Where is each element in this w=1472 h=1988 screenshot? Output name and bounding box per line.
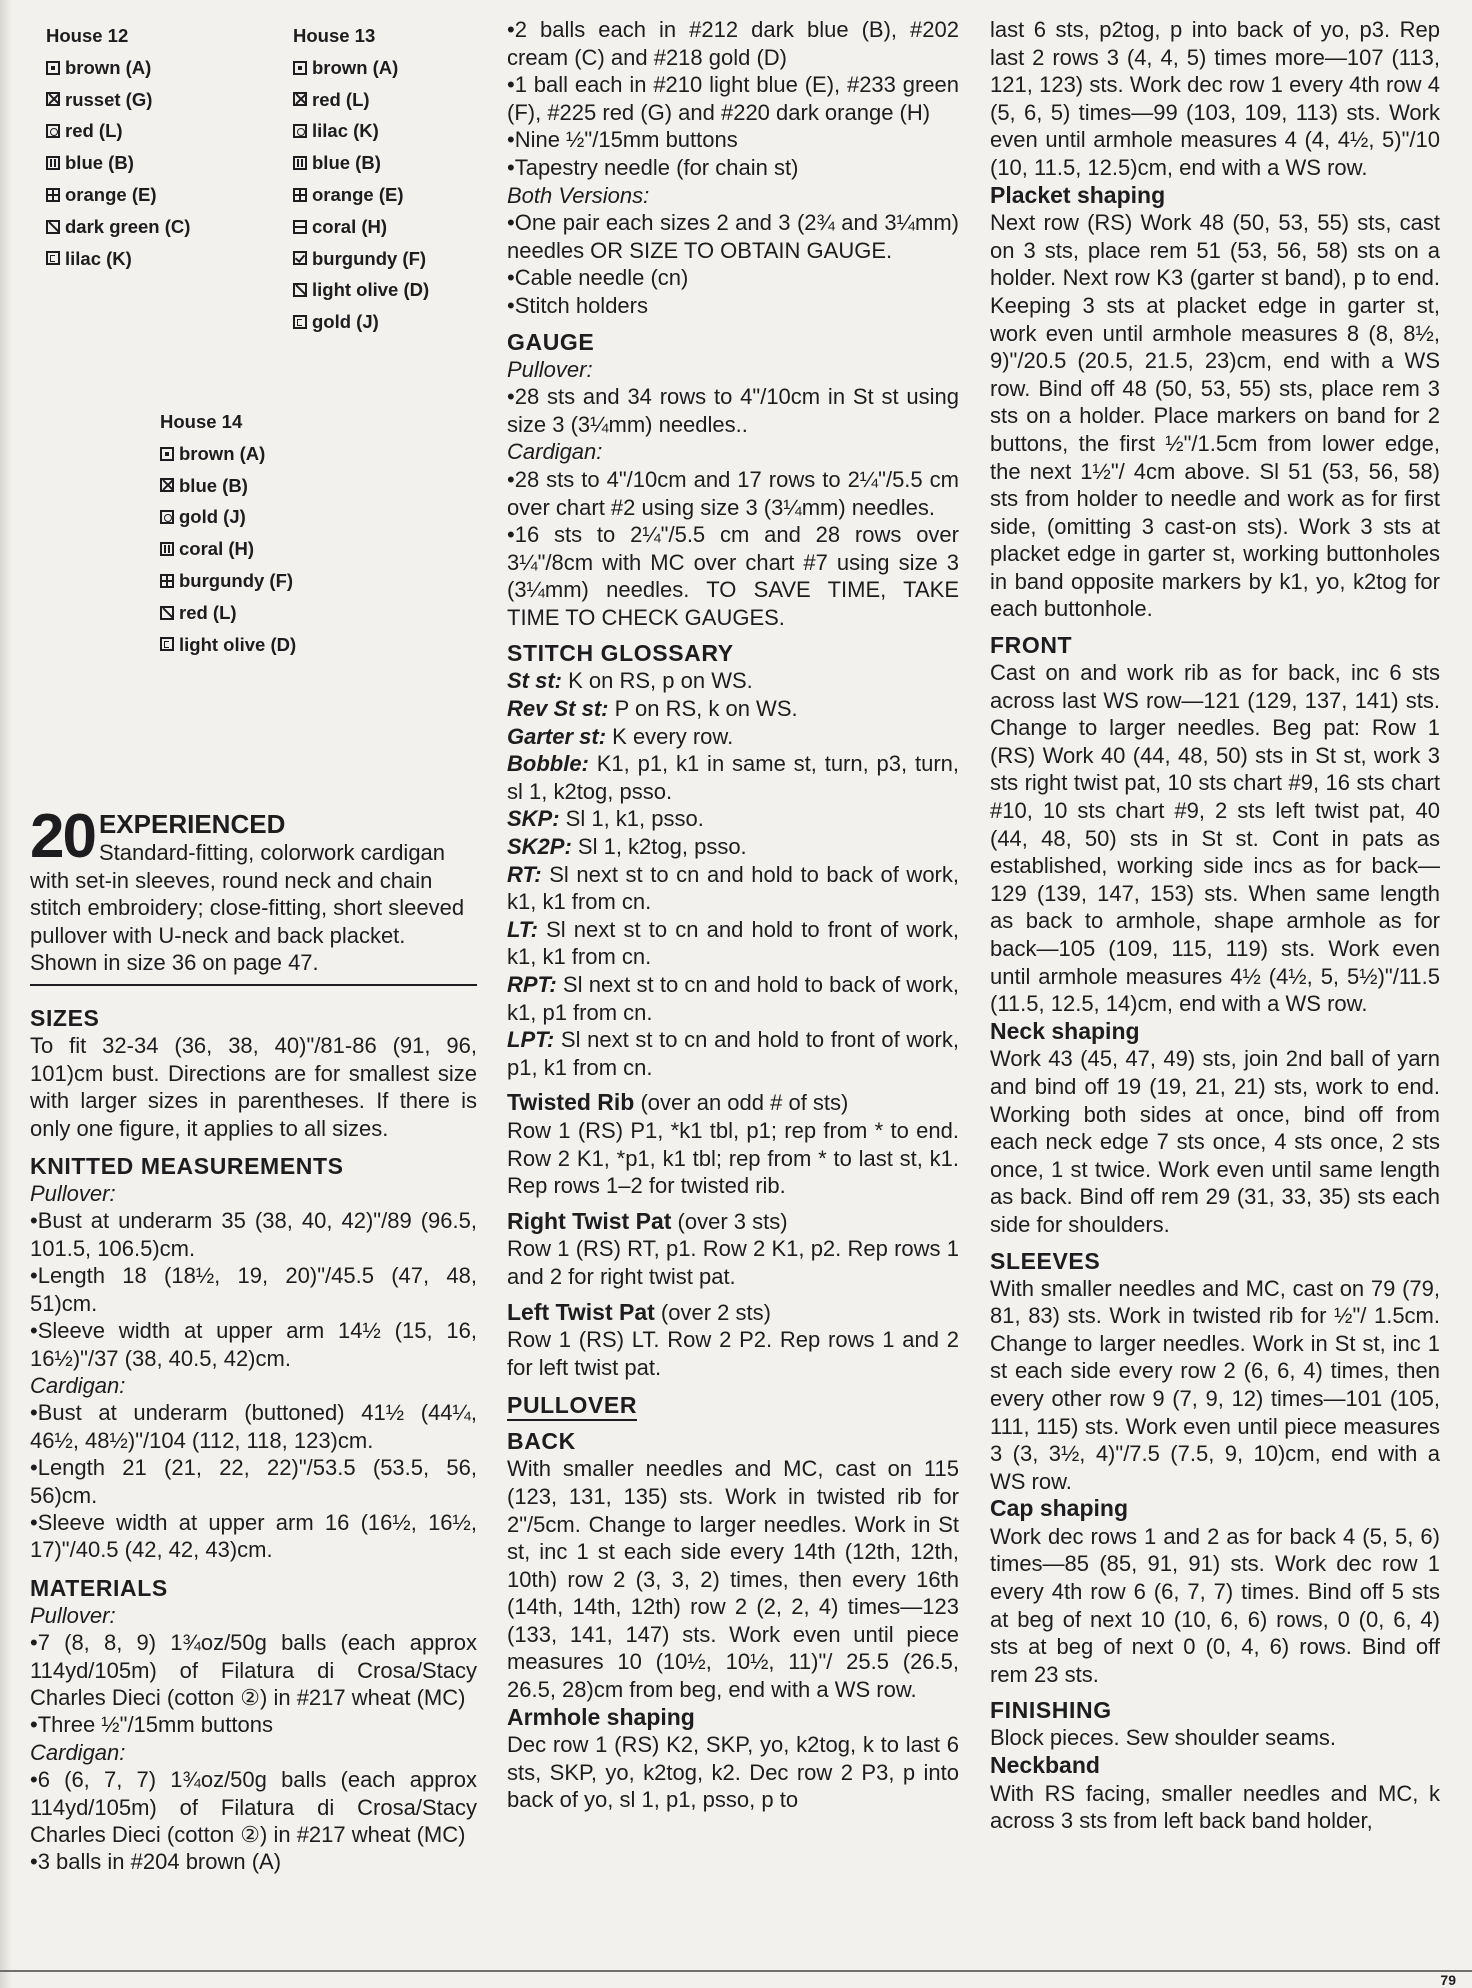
glossary-definition: Sl next st to cn and hold to back of work, k1, k1 from cn.	[507, 861, 959, 915]
right-twist-note: (over 3 sts)	[671, 1208, 788, 1234]
chart-symbol-ring-icon	[46, 124, 60, 138]
gauge-item: • 16 sts to 2¼"/5.5 cm and 28 rows over 3¼"/8cm with MC over chart #7 using size 3 (3¼mm) needles. TO SAVE TIME, TAKE TIME TO CHECK GAUGES.	[507, 521, 959, 631]
sizes-text: To fit 32-34 (36, 38, 40)"/81-86 (91, 96, 101)cm bust. Directions are for smallest size with larger sizes in parentheses. If there is only one figure, it applies to all sizes.	[30, 1033, 477, 1141]
finishing-text: Block pieces. Sew shoulder seams.	[990, 1725, 1337, 1751]
column-2	[507, 16, 959, 1814]
glossary-list	[507, 667, 959, 1081]
glossary-term: Rev St st:	[507, 696, 609, 722]
pattern-number: 20	[30, 802, 95, 871]
glossary-term: SKP:	[507, 806, 560, 832]
legend-item	[46, 115, 190, 147]
legend-label: light olive (D)	[312, 279, 430, 301]
legend-label: blue (B)	[312, 152, 381, 174]
pullover-heading: PULLOVER	[507, 1391, 637, 1421]
pullover-label: Pullover:	[30, 1181, 116, 1207]
legend-item	[46, 84, 190, 116]
legend-label: burgundy (F)	[179, 569, 294, 591]
material-item: • Stitch holders	[507, 292, 959, 320]
glossary-definition: K on RS, p on WS.	[562, 668, 753, 694]
legend-label: dark green (C)	[65, 215, 191, 237]
legend-label: brown (A)	[179, 442, 266, 464]
legend-item	[160, 501, 296, 533]
pullover-label: Pullover:	[507, 356, 593, 382]
cardigan-label: Cardigan:	[30, 1372, 126, 1398]
glossary-term: LPT:	[507, 1027, 555, 1053]
legend-item	[293, 211, 429, 243]
neckband-heading: Neckband	[990, 1752, 1100, 1779]
chart-symbol-x-icon	[160, 478, 174, 492]
glossary-term: Bobble:	[507, 751, 589, 777]
chart-symbol-slash-icon	[160, 606, 174, 620]
glossary-definition: K1, p1, k1 in same st, turn, p3, turn, sl 1, k2tog, psso.	[507, 751, 959, 804]
legend-item	[293, 274, 429, 306]
chart-symbol-hbar-icon	[293, 220, 307, 234]
legend-label: russet (G)	[65, 88, 153, 110]
material-item: • Nine ½"/15mm buttons	[507, 126, 959, 154]
armhole-heading: Armhole shaping	[507, 1703, 695, 1730]
legend-item	[46, 243, 190, 275]
back-heading: BACK	[507, 1428, 576, 1455]
legend-item	[293, 179, 429, 211]
chart-symbol-dot-icon	[160, 447, 174, 461]
glossary-entry	[507, 695, 959, 723]
chart-symbol-slash-icon	[293, 283, 307, 297]
legend-item	[293, 306, 429, 338]
legend-label: lilac (K)	[312, 120, 379, 142]
legend-item	[293, 243, 429, 275]
page-binding-shadow	[0, 0, 12, 1988]
material-item: • Cable needle (cn)	[507, 264, 959, 292]
legend-item	[160, 438, 296, 470]
glossary-entry	[507, 667, 959, 695]
glossary-entry	[507, 916, 959, 971]
front-heading: FRONT	[990, 632, 1073, 659]
divider-rule	[30, 984, 477, 986]
twisted-rib-section	[507, 1089, 959, 1199]
glossary-entry	[507, 1026, 959, 1081]
legend-label: orange (E)	[312, 183, 404, 205]
legend-item	[293, 84, 429, 116]
chart-symbol-bars-icon	[46, 156, 60, 170]
chart-symbol-ebox-icon	[160, 637, 174, 651]
page-number: 79	[1440, 1972, 1456, 1988]
material-item: • 6 (6, 7, 7) 1¾oz/50g balls (each approx 114yd/105m) of Filatura di Crosa/Stacy Charles Dieci (cotton ②) in #217 wheat (MC)	[30, 1766, 477, 1848]
material-item: • 7 (8, 8, 9) 1¾oz/50g balls (each approx 114yd/105m) of Filatura di Crosa/Stacy Charles Dieci (cotton ②) in #217 wheat (MC)	[30, 1629, 477, 1711]
material-item: • 3 balls in #204 brown (A)	[30, 1848, 477, 1875]
gauge-item: • 28 sts to 4"/10cm and 17 rows to 2¼"/5.5 cm over chart #2 using size 3 (3¼mm) needles.	[507, 466, 959, 521]
chart-symbol-plus-icon	[293, 188, 307, 202]
chart-symbol-plus-icon	[160, 574, 174, 588]
glossary-term: St st:	[507, 668, 562, 694]
material-item: • Three ½"/15mm buttons	[30, 1711, 477, 1738]
cardigan-label: Cardigan:	[30, 1739, 126, 1765]
right-twist-section	[507, 1208, 959, 1291]
material-item: • Tapestry needle (for chain st)	[507, 154, 959, 182]
glossary-entry	[507, 723, 959, 751]
twisted-rib-heading: Twisted Rib	[507, 1089, 635, 1116]
column-3	[990, 16, 1440, 1835]
legend-title: House 14	[160, 411, 243, 432]
glossary-term: RT:	[507, 861, 542, 887]
glossary-heading: STITCH GLOSSARY	[507, 640, 734, 667]
glossary-definition: Sl 1, k2tog, psso.	[571, 834, 747, 860]
chart-symbol-x-icon	[293, 92, 307, 106]
chart-symbol-ring-icon	[160, 510, 174, 524]
chart-symbol-dot-icon	[46, 61, 60, 75]
legend-title: House 13	[293, 25, 376, 46]
legend-item	[160, 565, 296, 597]
legend-label: blue (B)	[179, 474, 248, 496]
legend-label: coral (H)	[179, 538, 255, 560]
legend-label: light olive (D)	[179, 633, 297, 655]
left-twist-note: (over 2 sts)	[654, 1299, 771, 1325]
glossary-entry	[507, 861, 959, 916]
chart-symbol-ring-icon	[293, 124, 307, 138]
legend-label: red (L)	[179, 601, 237, 623]
left-twist-heading: Left Twist Pat	[507, 1298, 655, 1325]
cardigan-label: Cardigan:	[507, 439, 603, 465]
sleeves-heading: SLEEVES	[990, 1247, 1101, 1274]
skill-level: EXPERIENCED	[98, 809, 286, 839]
legend-label: red (L)	[65, 120, 123, 142]
measurement-item: • Bust at underarm (buttoned) 41½ (44¼, 46½, 48½)"/104 (112, 118, 123)cm.	[30, 1399, 477, 1454]
bottom-rule	[0, 1970, 1472, 1972]
materials-heading: MATERIALS	[30, 1574, 168, 1601]
legend-title: House 12	[46, 25, 129, 46]
legend-item	[46, 147, 190, 179]
sleeves-text: With smaller needles and MC, cast on 79 (79, 81, 83) sts. Work in twisted rib for ½"/ 1.5cm. Change to larger needles. Work in St st, inc 1 st each side every row 2 (6, 6, 4) times, then every other row 9 (7, 9, 12) times—101 (105, 111, 115) sts. Work even until piece measures 3 (3, 3½, 4)"/7.5 (7.5, 9, 10)cm, end with a WS row.	[990, 1275, 1440, 1494]
placket-heading: Placket shaping	[990, 181, 1166, 208]
legend-item	[46, 179, 190, 211]
pullover-label: Pullover:	[30, 1602, 116, 1628]
measurement-item: • Sleeve width at upper arm 16 (16½, 16½, 17)"/40.5 (42, 42, 43)cm.	[30, 1509, 477, 1564]
legend-item	[46, 52, 190, 84]
legend-items	[293, 52, 429, 338]
legend-label: brown (A)	[65, 56, 152, 78]
legend-label: blue (B)	[65, 152, 134, 174]
neck-text: Work 43 (45, 47, 49) sts, join 2nd ball of yarn and bind off 19 (19, 21, 21) sts, work to end. Working both sides at once, bind off from each neck edge 7 sts once, 4 sts once, 2 sts once, 1 st twice. Work even until same length as back. Bind off rem 29 (31, 33, 35) sts each side for shoulders.	[990, 1046, 1440, 1237]
cap-text: Work dec rows 1 and 2 as for back 4 (5, 5, 6) times—85 (85, 91, 91) sts. Work dec row 1 every 4th row 6 (6, 7, 7) times. Bind off 5 sts at beg of next 10 (10, 6, 6) rows, 0 (0, 6, 4) sts at beg of next 0 (0, 4, 6) rows. Bind off rem 23 sts.	[990, 1523, 1440, 1687]
finishing-heading: FINISHING	[990, 1697, 1112, 1724]
chart-symbol-ebox-icon	[293, 315, 307, 329]
glossary-definition: Sl next st to cn and hold to back of work, k1, p1 from cn.	[507, 972, 959, 1025]
legend-item	[293, 115, 429, 147]
back-text: With smaller needles and MC, cast on 115 (123, 131, 135) sts. Work in twisted rib for 2"/5cm. Change to larger needles. Work in St st, inc 1 st each side every 14th (12th, 12th, 10th) row 2 (3, 3, 2) times, then every 16th (14th, 14th, 12th) row 2 (2, 2, 4) times—123 (133, 141, 147) sts. Work even until piece measures 10 (10½, 10½, 11)"/ 25.5 (26.5, 26.5, 28)cm from beg, end with a WS row.	[507, 1456, 959, 1703]
chart-symbol-bars-icon	[293, 156, 307, 170]
cap-heading: Cap shaping	[990, 1495, 1129, 1522]
glossary-definition: P on RS, k on WS.	[608, 696, 798, 722]
right-twist-text: Row 1 (RS) RT, p1. Row 2 K1, p2. Rep rows 1 and 2 for right twist pat.	[507, 1236, 959, 1289]
gauge-item: • 28 sts and 34 rows to 4"/10cm in St st using size 3 (3¼mm) needles..	[507, 383, 959, 438]
legend-item	[160, 597, 296, 629]
pattern-description: Standard-fitting, colorwork cardigan with set-in sleeves, round neck and chain stitch embroidery; close-fitting, short sleeved pullover with U-neck and back placket. Shown in size 36 on page 47.	[30, 840, 465, 976]
neck-heading: Neck shaping	[990, 1017, 1140, 1044]
chart-symbol-ebox-icon	[46, 251, 60, 265]
legend-label: orange (E)	[65, 183, 157, 205]
glossary-term: LT:	[507, 916, 538, 942]
legend-item	[160, 533, 296, 565]
gauge-heading: GAUGE	[507, 328, 595, 355]
legend-item	[293, 52, 429, 84]
glossary-definition: Sl next st to cn and hold to front of work, k1, k1 from cn.	[507, 916, 959, 970]
intro-block	[30, 802, 477, 976]
armhole-text: Dec row 1 (RS) K2, SKP, yo, k2tog, k to last 6 sts, SKP, yo, k2tog, k2. Dec row 2 P3, p into back of yo, sl 1, p1, psso, p to	[507, 1732, 959, 1813]
both-versions-label: Both Versions:	[507, 182, 650, 208]
measurement-item: • Bust at underarm 35 (38, 40, 42)"/89 (96.5, 101.5, 106.5)cm.	[30, 1207, 477, 1262]
legend-house-12	[46, 20, 190, 274]
legend-house-14	[160, 406, 296, 660]
glossary-entry	[507, 833, 959, 861]
legend-items	[160, 438, 296, 661]
legend-label: gold (J)	[312, 311, 379, 333]
legend-item	[160, 629, 296, 661]
material-item: • One pair each sizes 2 and 3 (2¾ and 3¼mm) needles OR SIZE TO OBTAIN GAUGE.	[507, 209, 959, 264]
chart-symbol-check-icon	[293, 251, 307, 265]
glossary-term: SK2P:	[507, 834, 572, 860]
back-continued-text: last 6 sts, p2tog, p into back of yo, p3. Rep last 2 rows 3 (4, 4, 5) times more—107 (113, 121, 123) sts. Work dec row 1 every 4th row 4 (5, 6, 5) times—99 (103, 109, 113) sts. Work even until armhole measures 4 (4, 4½, 5)"/10 (10, 11.5, 12.5)cm, end with a WS row.	[990, 17, 1440, 180]
glossary-entry	[507, 971, 959, 1026]
legend-item	[46, 211, 190, 243]
measurement-item: • Length 21 (21, 22, 22)"/53.5 (53.5, 56, 56)cm.	[30, 1454, 477, 1509]
glossary-term: Garter st:	[507, 723, 607, 749]
sizes-heading: SIZES	[30, 1005, 100, 1032]
chart-symbol-plus-icon	[46, 188, 60, 202]
legend-item	[160, 470, 296, 502]
glossary-entry	[507, 750, 959, 805]
pattern-intro	[30, 802, 477, 1876]
measurement-item: • Length 18 (18½, 19, 20)"/45.5 (47, 48, 51)cm.	[30, 1262, 477, 1317]
legend-label: lilac (K)	[65, 247, 132, 269]
legend-label: red (L)	[312, 88, 370, 110]
twisted-rib-note: (over an odd # of sts)	[634, 1090, 849, 1116]
legend-label: brown (A)	[312, 56, 399, 78]
legend-item	[293, 147, 429, 179]
left-twist-text: Row 1 (RS) LT. Row 2 P2. Rep rows 1 and 2 for left twist pat.	[507, 1327, 959, 1380]
glossary-term: RPT:	[507, 972, 557, 997]
legend-label: burgundy (F)	[312, 247, 427, 269]
chart-symbol-slash-icon	[46, 220, 60, 234]
legend-label: coral (H)	[312, 215, 388, 237]
placket-text: Next row (RS) Work 48 (50, 53, 55) sts, cast on 3 sts, place rem 51 (53, 56, 58) sts on a holder. Next row K3 (garter st band), p to end. Keeping 3 sts at placket edge in garter st, work even until armhole measures 8 (8, 8½, 9)"/20.5 (20.5, 21.5, 23)cm, end with a WS row. Bind off 48 (50, 53, 55) sts, place rem 3 sts on a holder. Place markers on band for 2 buttons, the first ½"/1.5cm from lower edge, the next 1½"/ 4cm above. Sl 51 (53, 56, 58) sts from holder to needle and work as for first side, (omitting 3 cast-on sts). Work 3 sts at placket edge in garter st, working buttonholes in band opposite markers by k1, yo, k2tog for each buttonhole.	[990, 210, 1440, 622]
glossary-entry	[507, 805, 959, 833]
chart-symbol-dot-icon	[293, 61, 307, 75]
right-twist-heading: Right Twist Pat	[507, 1207, 672, 1234]
measurement-item: • Sleeve width at upper arm 14½ (15, 16, 16½)"/37 (38, 40.5, 42)cm.	[30, 1317, 477, 1372]
neckband-text: With RS facing, smaller needles and MC, k across 3 sts from left back band holder,	[990, 1780, 1440, 1834]
legend-label: gold (J)	[179, 506, 246, 528]
chart-symbol-bars-icon	[160, 542, 174, 556]
legend-items	[46, 52, 190, 275]
chart-symbol-x-icon	[46, 92, 60, 106]
legend-house-13	[293, 20, 429, 338]
glossary-definition: Sl 1, k1, psso.	[559, 806, 704, 832]
twisted-rib-text: Row 1 (RS) P1, *k1 tbl, p1; rep from * to end. Row 2 K1, *p1, k1 tbl; rep from * to last st, k1. Rep rows 1–2 for twisted rib.	[507, 1117, 959, 1199]
left-twist-section	[507, 1299, 959, 1382]
measurements-heading: KNITTED MEASUREMENTS	[30, 1153, 344, 1180]
glossary-definition: Sl next st to cn and hold to front of work, p1, k1 from cn.	[507, 1027, 959, 1080]
material-item: • 2 balls each in #212 dark blue (B), #202 cream (C) and #218 gold (D)	[507, 16, 959, 71]
front-text: Cast on and work rib as for back, inc 6 sts across last WS row—121 (129, 137, 141) sts. Change to larger needles. Beg pat: Row 1 (RS) Work 40 (44, 48, 50) sts in St st, work 3 sts right twist pat, 10 sts chart #9, 16 sts chart #10, 10 sts chart #9, 2 sts left twist pat, 40 (44, 48, 50) sts in St st. Cont in pats as established, working side incs as for back—129 (139, 147, 153) sts. When same length as back to armhole, shape armhole as for back—105 (109, 115, 119) sts. Work even until armhole measures 4½ (4½, 5, 5½)"/11.5 (11.5, 12.5, 14)cm, end with a WS row.	[990, 660, 1440, 1017]
material-item: • 1 ball each in #210 light blue (E), #233 green (F), #225 red (G) and #220 dark orange (H)	[507, 71, 959, 126]
glossary-definition: K every row.	[606, 723, 734, 749]
